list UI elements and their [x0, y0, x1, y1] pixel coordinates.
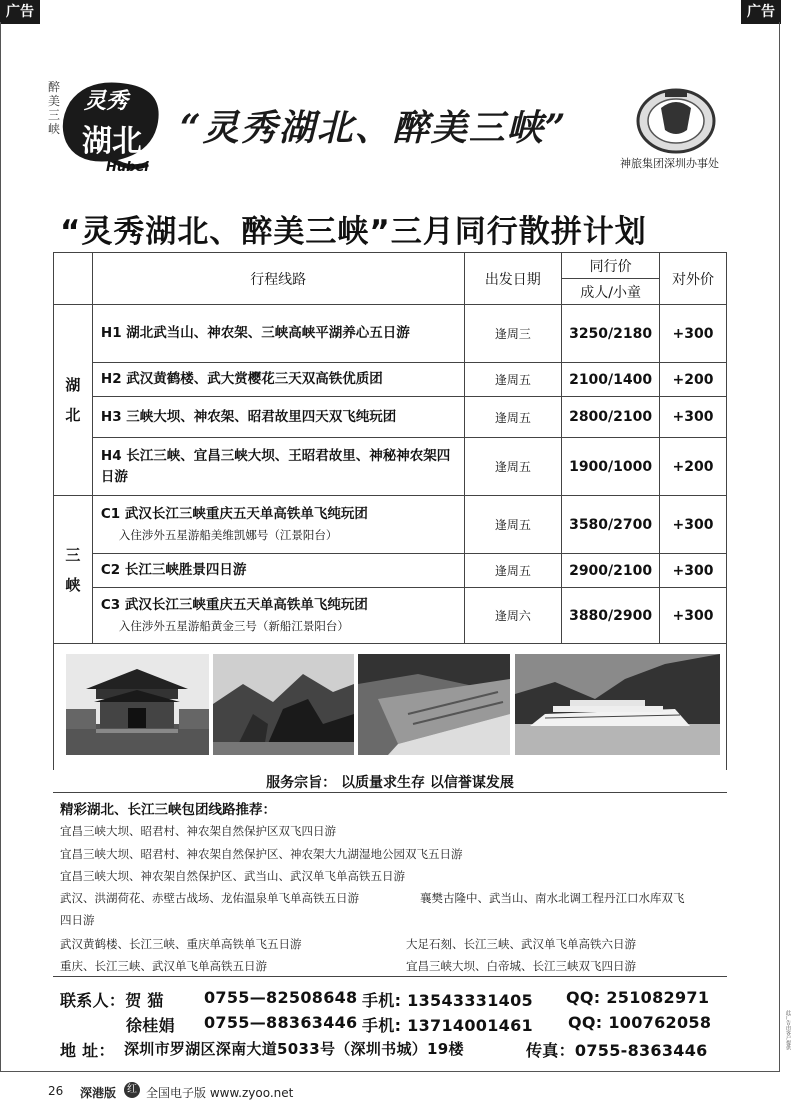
organization-name: 神旅集团深圳办事处 — [620, 157, 719, 170]
recommend-line: 宜昌三峡大坝、昭君村、神农架自然保护区、神农架大九湖湿地公园双飞五日游 — [60, 847, 463, 861]
header-adult-child: 成人/小童 — [562, 279, 660, 305]
contact-qq: QQ: 251082971 — [566, 988, 710, 1007]
route-sub: 入住涉外五星游船美维凯娜号（江景阳台） — [118, 527, 338, 542]
page-number: 26 — [48, 1084, 64, 1098]
price-cell: 3580/2700 — [562, 496, 660, 554]
gorge-photo — [213, 654, 354, 755]
recommend-line: 重庆、长江三峡、武汉单飞单高铁五日游 — [60, 959, 267, 973]
route-sub: 入住涉外五星游船黄金三号（新船江景阳台） — [118, 618, 349, 633]
extra-cell: +200 — [660, 438, 727, 496]
logo-vertical-text: 醉美三峡 — [48, 80, 61, 136]
service-motto: 服务宗旨： 以质量求生存 以信誉谋发展 — [266, 775, 514, 791]
table-row — [54, 496, 727, 554]
ad-tag-right: 广告 — [741, 0, 781, 24]
date-cell: 逢周五 — [464, 397, 562, 438]
route-name: C3 武汉长江三峡重庆五天单高铁单飞纯玩团 — [100, 596, 368, 613]
route-cell: H1 湖北武当山、神农架、三峡高峡平湖养心五日游 — [92, 305, 464, 363]
route-cell — [92, 588, 464, 644]
recommend-line: 武汉、洪湖荷花、赤壁古战场、龙佑温泉单飞单高铁五日游 — [60, 891, 359, 905]
price-cell: 2100/1400 — [562, 363, 660, 397]
contact-mobile: 手机: 13543331405 — [362, 991, 533, 1010]
route-cell: H4 长江三峡、宜昌三峡大坝、王昭君故里、神秘神农架四日游 — [92, 438, 464, 496]
recommend-line: 四日游 — [60, 913, 95, 927]
price-cell: 3250/2180 — [562, 305, 660, 363]
table-row — [54, 363, 727, 397]
price-cell: 1900/1000 — [562, 438, 660, 496]
dam-photo — [358, 654, 510, 755]
address-text: 深圳市罗湖区深南大道5033号（深圳书城）19楼 — [124, 1040, 464, 1058]
extra-cell: +300 — [660, 496, 727, 554]
price-cell: 3880/2900 — [562, 588, 660, 644]
date-cell: 逢周五 — [464, 554, 562, 588]
plan-title: “灵秀湖北、醉美三峡”三月同行散拼计划 — [60, 214, 647, 250]
route-name: C1 武汉长江三峡重庆五天单高铁单飞纯玩团 — [100, 505, 368, 522]
table-row — [54, 438, 727, 496]
table-row — [54, 554, 727, 588]
region-sanxia: 三峡 — [54, 496, 93, 644]
date-cell: 逢周三 — [464, 305, 562, 363]
date-cell: 逢周六 — [464, 588, 562, 644]
edition-mark-icon: 红 — [124, 1082, 140, 1098]
temple-photo — [66, 654, 209, 755]
header-blank — [54, 253, 93, 305]
price-cell: 2800/2100 — [562, 397, 660, 438]
logo-big-text: 湖北 — [82, 124, 142, 159]
header-route: 行程线路 — [92, 253, 464, 305]
fax: 传真：0755-8363446 — [526, 1041, 708, 1060]
edition: 深港版 — [80, 1086, 117, 1100]
recommend-line: 宜昌三峡大坝、白帝城、长江三峡双飞四日游 — [406, 959, 636, 973]
region-hubei: 湖北 — [54, 305, 93, 496]
recommend-line: 宜昌三峡大坝、昭君村、神农架自然保护区双飞四日游 — [60, 824, 336, 838]
contact-label: 联系人：贺 猫 — [60, 991, 164, 1010]
extra-cell: +300 — [660, 305, 727, 363]
address-label: 地 址： — [60, 1041, 115, 1060]
contact-label: 徐桂娟 — [126, 1016, 175, 1035]
ad-tag-left: 广告 — [0, 0, 40, 24]
date-cell: 逢周五 — [464, 496, 562, 554]
recommend-line: 大足石刻、长江三峡、武汉单飞单高铁六日游 — [406, 937, 636, 951]
side-note: 此广告由客户提供 — [785, 1010, 791, 1050]
route-cell: C2 长江三峡胜景四日游 — [92, 554, 464, 588]
contact-qq: QQ: 100762058 — [568, 1013, 712, 1032]
contact-phone: 0755—82508648 — [204, 988, 358, 1007]
header-date: 出发日期 — [464, 253, 562, 305]
recommend-line: 武汉黄鹤楼、长江三峡、重庆单高铁单飞五日游 — [60, 937, 302, 951]
date-cell: 逢周五 — [464, 363, 562, 397]
divider — [53, 792, 727, 793]
recommend-line: 襄樊古隆中、武当山、南水北调工程丹江口水库双飞 — [420, 891, 685, 905]
extra-cell: +300 — [660, 554, 727, 588]
extra-cell: +300 — [660, 397, 727, 438]
table-row — [54, 588, 727, 644]
table-row — [54, 397, 727, 438]
company-seal-icon — [635, 88, 717, 154]
slogan: “灵秀湖北、醉美三峡” — [180, 107, 568, 149]
divider — [53, 976, 727, 977]
site-url[interactable]: 全国电子版 www.zyoo.net — [146, 1086, 294, 1100]
contact-phone: 0755—88363446 — [204, 1013, 358, 1032]
hubei-logo — [48, 72, 173, 180]
logo-hanzi: 灵秀 — [84, 88, 129, 114]
logo-latin: Hubei — [106, 160, 149, 175]
tour-plan-table — [53, 252, 727, 644]
route-cell: H3 三峡大坝、神农架、昭君故里四天双飞纯玩团 — [92, 397, 464, 438]
extra-cell: +300 — [660, 588, 727, 644]
recommend-title: 精彩湖北、长江三峡包团线路推荐： — [60, 802, 276, 818]
header-public-price: 对外价 — [660, 253, 727, 305]
header-peer-price: 同行价 — [562, 253, 660, 279]
cruise-photo — [515, 654, 720, 755]
route-cell — [92, 496, 464, 554]
table-row — [54, 305, 727, 363]
extra-cell: +200 — [660, 363, 727, 397]
route-cell: H2 武汉黄鹤楼、武大赏樱花三天双高铁优质团 — [92, 363, 464, 397]
recommend-line: 宜昌三峡大坝、神农架自然保护区、武当山、武汉单飞单高铁五日游 — [60, 869, 405, 883]
company-badge — [635, 88, 717, 154]
contact-mobile: 手机: 13714001461 — [362, 1016, 533, 1035]
price-cell: 2900/2100 — [562, 554, 660, 588]
date-cell: 逢周五 — [464, 438, 562, 496]
